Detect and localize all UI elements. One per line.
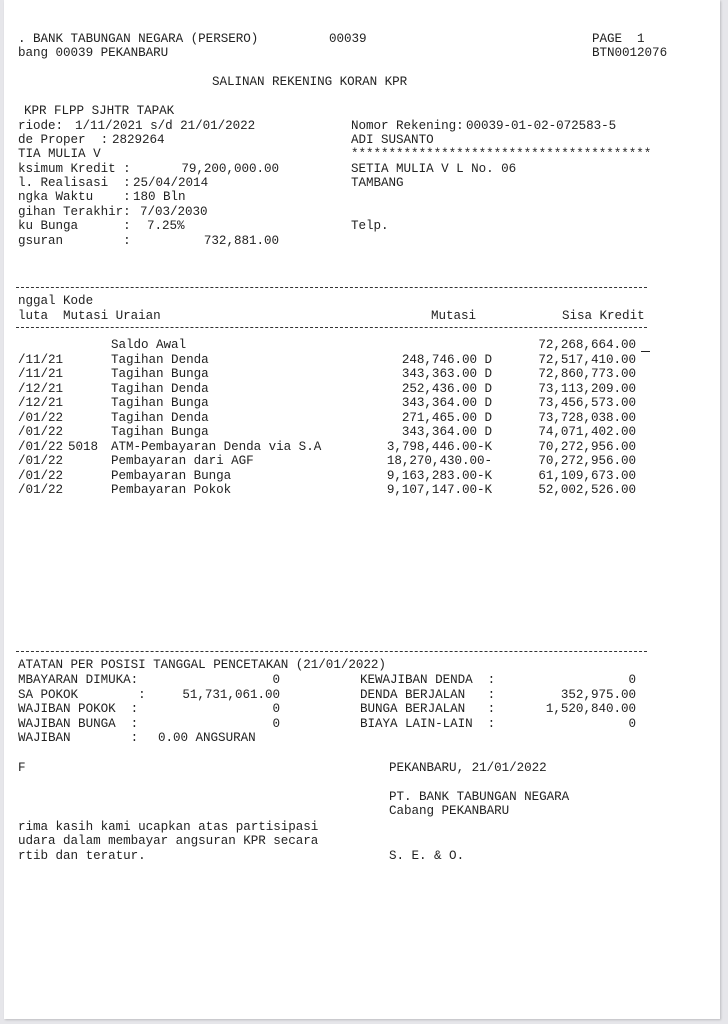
- summary-left-label: WAJIBAN :: [18, 731, 139, 745]
- customer-name: ADI SUSANTO: [351, 133, 434, 147]
- telp-label: Telp.: [351, 219, 389, 233]
- row-balance: 72,860,773.00: [538, 367, 636, 381]
- periode-value: 1/11/2021 s/d 21/01/2022: [75, 119, 256, 133]
- project-name: TIA MULIA V: [18, 147, 101, 161]
- tagihan-terakhir-label: gihan Terakhir:: [18, 205, 131, 219]
- row-description: Tagihan Denda: [111, 381, 209, 396]
- row-balance: 73,113,209.00: [538, 381, 636, 396]
- row-date: /01/22: [18, 483, 64, 497]
- row-date: /12/21: [18, 381, 64, 396]
- summary-right-label: DENDA BERJALAN :: [360, 687, 496, 702]
- summary-left-value: 0: [272, 702, 280, 716]
- summary-left-value: 0: [272, 716, 280, 731]
- row-balance: 70,272,956.00: [538, 454, 636, 468]
- kode-proper-value: 2829264: [112, 133, 165, 147]
- row-amount: 343,364.00 D: [401, 425, 492, 439]
- divider: [16, 287, 647, 288]
- product-name: KPR FLPP SJHTR TAPAK: [24, 104, 175, 118]
- row-date: /01/22: [18, 454, 64, 468]
- col-header-tanggal-kode: nggal Kode: [18, 294, 94, 308]
- row-amount: 3,798,446.00-K: [386, 439, 492, 454]
- row-balance: 52,002,526.00: [538, 483, 636, 497]
- col-header-mutasi: Mutasi: [431, 309, 477, 323]
- tgl-realisasi-label: l. Realisasi :: [18, 176, 131, 190]
- row-date: /01/22: [18, 425, 64, 439]
- nomor-rekening-label: Nomor Rekening:: [351, 119, 464, 133]
- row-balance: 73,728,038.00: [538, 410, 636, 425]
- col-header-valuta-mutasi-uraian: luta Mutasi Uraian: [18, 309, 161, 323]
- maks-kredit-value: 79,200,000.00: [181, 162, 279, 176]
- row-amount: 343,363.00 D: [401, 367, 492, 381]
- periode-label: riode:: [18, 119, 64, 133]
- statement-page: [4, 0, 720, 1019]
- summary-title: ATATAN PER POSISI TANGGAL PENCETAKAN (21/01/2022): [18, 658, 386, 672]
- signer-bank: PT. BANK TABUNGAN NEGARA: [389, 790, 570, 804]
- tagihan-terakhir-value: 7/03/2030: [140, 205, 208, 219]
- row-amount: 252,436.00 D: [401, 381, 492, 396]
- address-line-2: TAMBANG: [351, 176, 404, 190]
- suku-bunga-value: 7.25%: [147, 219, 185, 233]
- branch-code: 00039: [329, 32, 367, 46]
- nomor-rekening-value: 00039-01-02-072583-5: [466, 119, 617, 133]
- thanks-line-1: rima kasih kami ucapkan atas partisipasi: [18, 820, 319, 834]
- jangka-waktu-label: ngka Waktu :: [18, 190, 131, 204]
- angsuran-label: gsuran :: [18, 234, 131, 248]
- suku-bunga-label: ku Bunga :: [18, 219, 131, 233]
- page-number: PAGE 1: [592, 32, 645, 46]
- row-date: /11/21: [18, 352, 64, 367]
- summary-left-value: 0: [272, 673, 280, 687]
- kode-proper-label: de Proper :: [18, 133, 109, 147]
- summary-left-label: WAJIBAN BUNGA :: [18, 716, 139, 731]
- summary-left-value: 51,731,061.00: [182, 687, 280, 702]
- row-code: 5018: [68, 439, 99, 454]
- row-date: /01/22: [18, 468, 64, 483]
- divider: [16, 327, 647, 328]
- summary-right-label: KEWAJIBAN DENDA :: [360, 673, 496, 687]
- row-description: Tagihan Bunga: [111, 367, 209, 381]
- row-balance: 73,456,573.00: [538, 396, 636, 410]
- summary-right-value: 352,975.00: [560, 687, 636, 702]
- row-description: Tagihan Bunga: [111, 396, 209, 410]
- thanks-line-3: rtib dan teratur.: [18, 849, 146, 863]
- signer-branch: Cabang PEKANBARU: [389, 804, 510, 818]
- divider: [16, 651, 647, 652]
- jangka-waktu-value: 180 Bln: [133, 190, 186, 204]
- row-description: Saldo Awal: [111, 338, 187, 352]
- row-date: /01/22: [18, 410, 64, 425]
- doc-code: BTN0012076: [592, 46, 668, 60]
- row-amount: 248,746.00 D: [401, 352, 492, 367]
- row-date: /11/21: [18, 367, 64, 381]
- row-amount: 343,364.00 D: [401, 396, 492, 410]
- row-description: Pembayaran dari AGF: [111, 454, 254, 468]
- row-amount: 9,163,283.00-K: [386, 468, 492, 483]
- summary-left-label: WAJIBAN POKOK :: [18, 702, 139, 716]
- maks-kredit-label: ksimum Kredit :: [18, 162, 131, 176]
- row-amount: 18,270,430.00-: [386, 454, 492, 468]
- row-balance: 70,272,956.00: [538, 439, 636, 454]
- summary-right-label: BIAYA LAIN-LAIN :: [360, 716, 496, 731]
- summary-left-value: 0.00 ANGSURAN: [158, 731, 256, 745]
- angsuran-value: 732,881.00: [203, 234, 279, 248]
- row-balance: 61,109,673.00: [538, 468, 636, 483]
- agf-label: F: [18, 761, 26, 775]
- place-date: PEKANBARU, 21/01/2022: [389, 761, 547, 775]
- row-description: Pembayaran Bunga: [111, 468, 232, 483]
- row-description: Tagihan Denda: [111, 352, 209, 367]
- summary-right-label: BUNGA BERJALAN :: [360, 702, 496, 716]
- summary-left-label: MBAYARAN DIMUKA:: [18, 673, 139, 687]
- tgl-realisasi-value: 25/04/2014: [133, 176, 209, 190]
- text-cursor-mark: [641, 351, 650, 352]
- row-description: Tagihan Bunga: [111, 425, 209, 439]
- col-header-sisa-kredit: Sisa Kredit: [562, 309, 645, 323]
- summary-right-value: 0: [628, 716, 636, 731]
- masked-line: ****************************************: [351, 147, 652, 161]
- row-amount: 271,465.00 D: [401, 410, 492, 425]
- row-date: /12/21: [18, 396, 64, 410]
- seo-label: S. E. & O.: [389, 849, 465, 863]
- row-description: Pembayaran Pokok: [111, 483, 232, 497]
- summary-left-label: SA POKOK :: [18, 687, 146, 702]
- row-description: ATM-Pembayaran Denda via S.A: [111, 439, 322, 454]
- row-balance: 74,071,402.00: [538, 425, 636, 439]
- document-title: SALINAN REKENING KORAN KPR: [212, 75, 408, 89]
- address-line-1: SETIA MULIA V L No. 06: [351, 162, 517, 176]
- summary-right-value: 0: [628, 673, 636, 687]
- row-balance: 72,517,410.00: [538, 352, 636, 367]
- branch-line: bang 00039 PEKANBARU: [18, 46, 169, 60]
- thanks-line-2: udara dalam membayar angsuran KPR secara: [18, 834, 319, 848]
- bank-name: . BANK TABUNGAN NEGARA (PERSERO): [18, 32, 259, 46]
- row-balance: 72,268,664.00: [538, 338, 636, 352]
- row-date: /01/22: [18, 439, 64, 454]
- summary-right-value: 1,520,840.00: [545, 702, 636, 716]
- row-amount: 9,107,147.00-K: [386, 483, 492, 497]
- row-description: Tagihan Denda: [111, 410, 209, 425]
